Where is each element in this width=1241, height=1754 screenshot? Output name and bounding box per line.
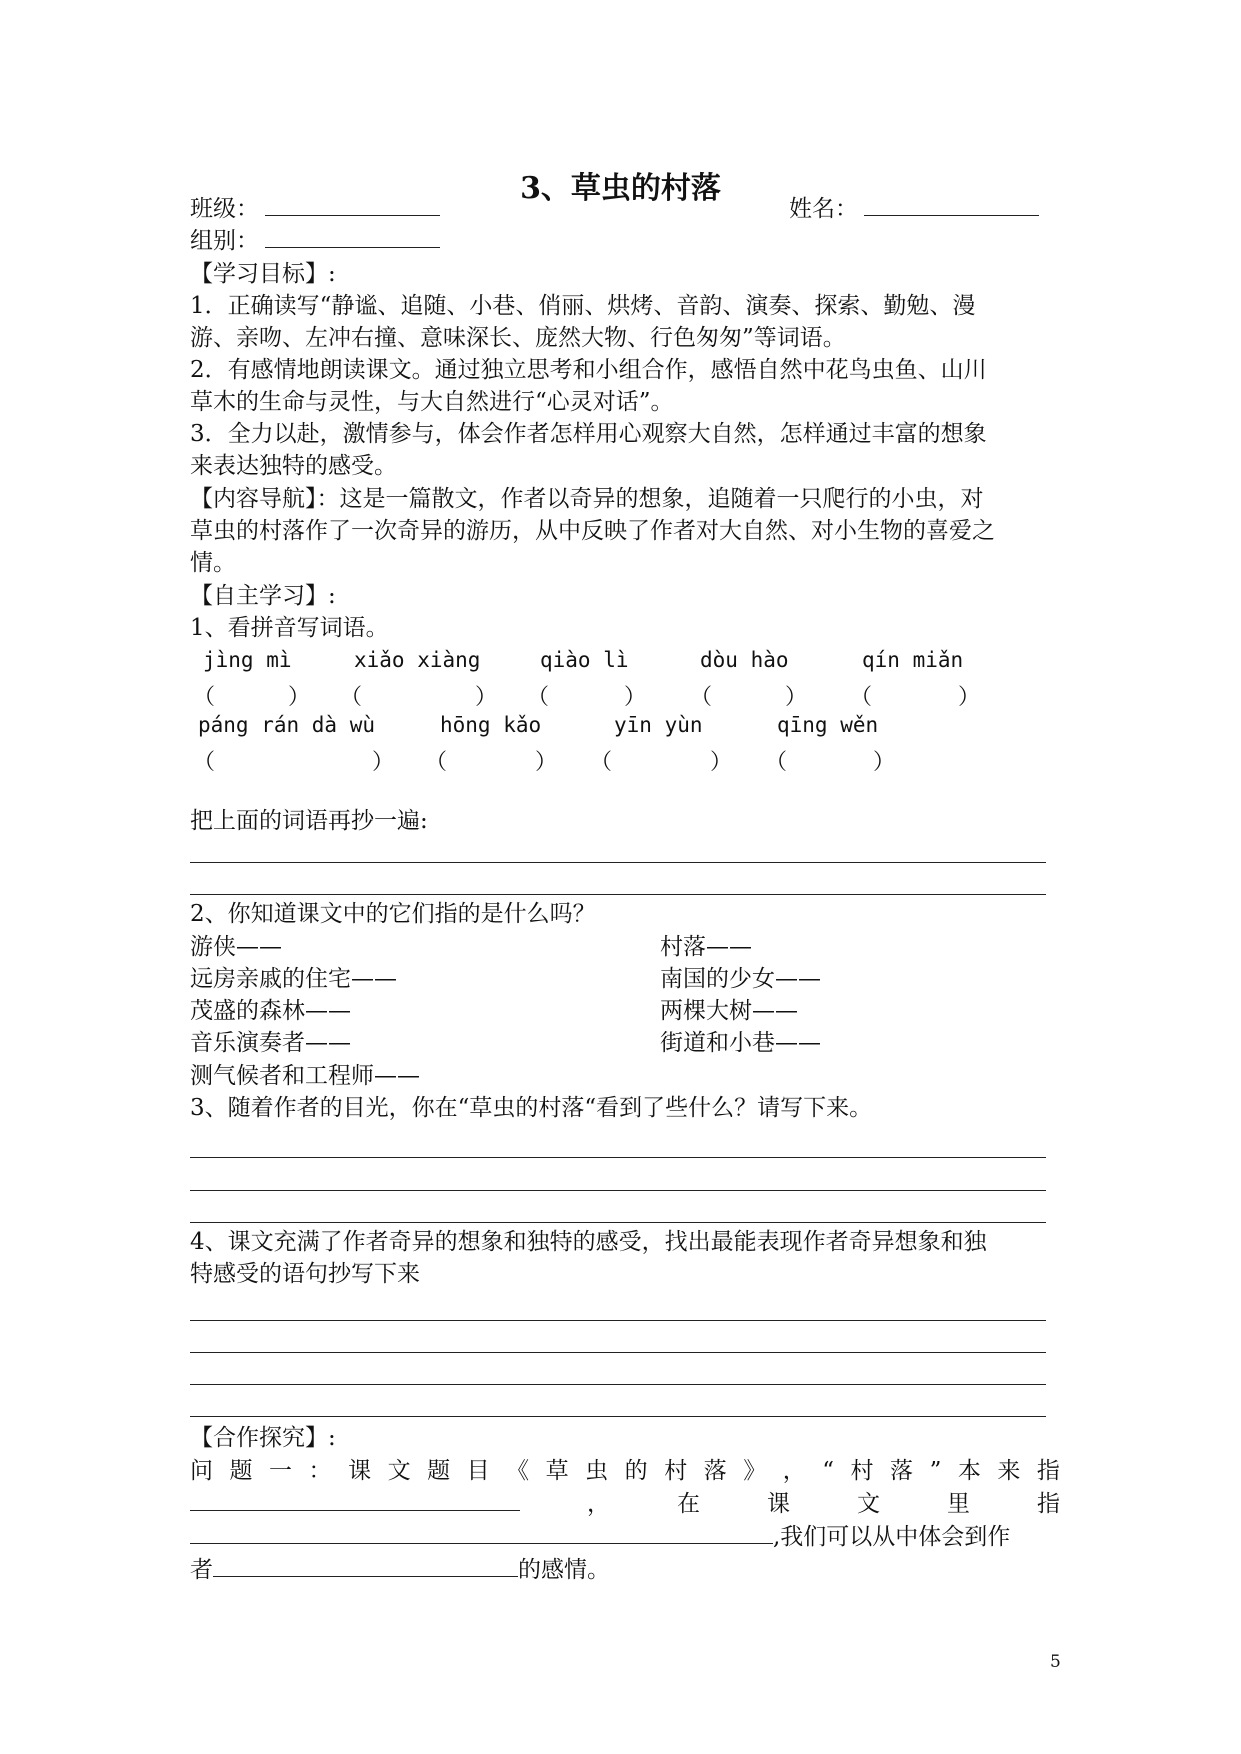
coop-text: ,我们可以从中体会到作 [773, 1524, 1011, 1550]
worksheet-page: 3、草虫的村落 班级： 姓名： 组别： 【学习目标】: 1．正确读写“静谧、追随、小巷、俏丽、烘烤、音韵、演奏、探索、勤勉、漫 游、亲吻、左冲右撞、意味深长、庞然大物、行色匆匆”等词语。 2．有感情地朗读课文。通过独立思考和小组合作，感悟自然中花鸟虫鱼、山川 草木的生命与灵性，与大自然进行“心灵对话”。 3．全力以赴，激情参与，体会作者怎样用心观察大自然，怎样通过丰富的想象 来表达独特的感受。 【内容导航】：这是一篇散文，作者以奇异的想象，追随着一只爬行的小虫，对 草虫的村落作了一次奇异的游历，从中反映了作者对大自然、对小生物的喜爱之 情。 【自主学习】: 1、看拼音写词语。 jìng mì xiǎo xiàng qiào lì dòu hào qín miǎn （ ） （ ） （ ） （ ） （ ） páng rán dà wù hōng kǎo yīn yùn qīng wěn （ ） （ ） （ ） （ ） 把上面的词语再抄一遍: 2、你知道课文中的它们指的是什么吗？ 游侠—— 远房亲戚的住宅—— 茂盛的森林—— 音乐演奏者—— 测气候者和工程师—— 村落—— 南国的少女—— 两棵大树—— 街道和小巷—— 3、随着作者的目光，你在“草虫的村落“看到了些什么？请写下来。 4、课文充满了作者奇异的想象和独特的感受，找出最能表现作者奇异想象和独 特感受的语句抄写下来 【合作探究】: 问 题 一 ： 课 文 题 目 《 草 虫 的 村 落 》 ， “ 村 落 ” 本 来 指 ， 在 课 文 里 指 ,我们可以从中体会到作 者 的感情。 5 [0, 0, 1241, 1754]
coop-question-line [190, 1488, 1060, 1521]
q2-item: 测气候者和工程师—— [190, 1063, 420, 1089]
pinyin-label: qiào lì [540, 648, 629, 672]
coop-word: 本 [957, 1458, 981, 1484]
coop-word: 题 [229, 1458, 253, 1484]
answer-line[interactable] [190, 1157, 1046, 1158]
answer-line[interactable] [190, 862, 1046, 863]
pinyin-label: jìng mì [203, 648, 292, 672]
coop-word: 文 [387, 1458, 411, 1484]
coop-word: 《 [506, 1458, 530, 1484]
copy-prompt: 把上面的词语再抄一遍: [190, 808, 428, 834]
question-2: 2、你知道课文中的它们指的是什么吗？ [190, 901, 596, 927]
coop-question-line [190, 1521, 1060, 1554]
coop-word: 目 [466, 1458, 490, 1484]
coop-blank[interactable] [190, 1521, 773, 1544]
goal-line: 2．有感情地朗读课文。通过独立思考和小组合作，感悟自然中花鸟虫鱼、山川 [190, 357, 987, 383]
coop-word: 在 [677, 1491, 700, 1517]
self-study-heading: 【自主学习】: [190, 583, 336, 609]
group-blank[interactable] [265, 227, 440, 248]
q2-item: 两棵大树—— [660, 998, 798, 1024]
coop-word: 草 [545, 1458, 569, 1484]
pinyin-label: qín miǎn [862, 648, 964, 672]
pinyin-label: páng rán dà wù [198, 713, 376, 737]
coop-word: 虫 [585, 1458, 609, 1484]
coop-text: 者 [190, 1557, 213, 1583]
coop-word: 一 [269, 1458, 293, 1484]
question-1: 1、看拼音写词语。 [190, 615, 389, 641]
page-number: 5 [1050, 1652, 1061, 1672]
class-blank[interactable] [265, 195, 440, 216]
coop-word: “ [822, 1458, 835, 1484]
coop-word: 问 [190, 1458, 213, 1484]
answer-line[interactable] [190, 1190, 1046, 1191]
coop-word: 村 [850, 1458, 874, 1484]
goal-line: 草木的生命与灵性，与大自然进行“心灵对话”。 [190, 389, 674, 415]
coop-word: 文 [857, 1491, 880, 1517]
coop-question-line [190, 1554, 1060, 1587]
answer-line[interactable] [190, 1384, 1046, 1385]
pinyin-label: qīng wěn [777, 713, 879, 737]
coop-blank[interactable] [213, 1554, 518, 1577]
coop-blank[interactable] [190, 1488, 520, 1511]
answer-line[interactable] [190, 894, 1046, 895]
coop-word: 课 [348, 1458, 372, 1484]
name-blank[interactable] [864, 195, 1039, 216]
q2-item: 音乐演奏者—— [190, 1030, 351, 1056]
content-nav-line: 草虫的村落作了一次奇异的游历，从中反映了作者对大自然、对小生物的喜爱之 [190, 518, 995, 544]
coop-word: 题 [427, 1458, 451, 1484]
coop-word: ， [587, 1491, 610, 1517]
coop-word: 来 [997, 1458, 1021, 1484]
goals-heading: 【学习目标】: [190, 261, 336, 287]
goal-line: 1．正确读写“静谧、追随、小巷、俏丽、烘烤、音韵、演奏、探索、勤勉、漫 [190, 293, 976, 319]
goal-line: 游、亲吻、左冲右撞、意味深长、庞然大物、行色匆匆”等词语。 [190, 325, 846, 351]
name-field-row [789, 193, 1069, 226]
q2-item: 街道和小巷—— [660, 1030, 821, 1056]
coop-word: 的 [624, 1458, 648, 1484]
coop-text: 的感情。 [518, 1557, 610, 1583]
answer-line[interactable] [190, 1222, 1046, 1223]
q2-item: 南国的少女—— [660, 966, 821, 992]
content-nav-line: 情。 [190, 550, 236, 576]
coop-word: ， [782, 1458, 806, 1484]
name-label: 姓名： [789, 196, 858, 222]
question-4-line: 4、课文充满了作者奇异的想象和独特的感受，找出最能表现作者奇异想象和独 [190, 1229, 987, 1255]
coop-word: 里 [947, 1491, 970, 1517]
q2-item: 远房亲戚的住宅—— [190, 966, 397, 992]
q2-item: 村落—— [660, 934, 752, 960]
question-3: 3、随着作者的目光，你在“草虫的村落“看到了些什么？请写下来。 [190, 1095, 873, 1121]
answer-line[interactable] [190, 1352, 1046, 1353]
coop-word: ” [929, 1458, 942, 1484]
coop-word: ： [308, 1458, 332, 1484]
q2-item: 茂盛的森林—— [190, 998, 351, 1024]
content-nav-line: 【内容导航】：这是一篇散文，作者以奇异的想象，追随着一只爬行的小虫，对 [190, 486, 984, 512]
class-label: 班级： [190, 196, 259, 222]
coop-word: 》 [743, 1458, 767, 1484]
coop-question-line [190, 1455, 1060, 1488]
answer-line[interactable] [190, 1320, 1046, 1321]
coop-word: 村 [664, 1458, 688, 1484]
coop-word: 课 [767, 1491, 790, 1517]
goal-line: 3．全力以赴，激情参与，体会作者怎样用心观察大自然，怎样通过丰富的想象 [190, 421, 987, 447]
question-4-line: 特感受的语句抄写下来 [190, 1261, 420, 1287]
q2-item: 游侠—— [190, 934, 282, 960]
coop-word: 指 [1036, 1458, 1060, 1484]
pinyin-label: hōng kǎo [440, 713, 542, 737]
coop-word: 落 [703, 1458, 727, 1484]
coop-word: 指 [1037, 1491, 1060, 1517]
answer-line[interactable] [190, 1416, 1046, 1417]
goal-line: 来表达独特的感受。 [190, 453, 397, 479]
coop-word: 落 [890, 1458, 914, 1484]
page-title: 3、草虫的村落 [520, 171, 721, 206]
pinyin-label: xiǎo xiàng [354, 648, 481, 672]
coop-heading: 【合作探究】: [190, 1425, 336, 1451]
pinyin-label: yīn yùn [614, 713, 703, 737]
pinyin-label: dòu hào [700, 648, 789, 672]
group-field-row [190, 225, 1060, 258]
group-label: 组别： [190, 228, 259, 254]
